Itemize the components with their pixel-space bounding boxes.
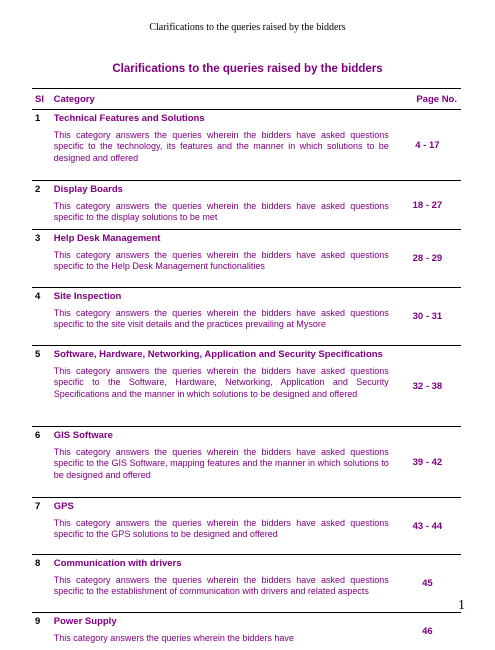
category-name: GIS Software [54,427,389,442]
page-number: 1 [458,598,465,614]
page-title: Clarifications to the queries raised by the bidders [0,63,495,75]
category-name: Display Boards [54,181,389,196]
category-description: This category answers the queries wherein the bidders have asked questions specific to the Help Desk Management functionalities [54,245,389,279]
row-sl: 3 [32,230,54,287]
row-page-range: 32 - 38 [394,346,461,426]
category-name: Site Inspection [54,288,389,303]
table-row [32,498,461,555]
row-sl: 2 [32,181,54,229]
category-description: This category answers the queries wherein the bidders have asked questions specific to the GPS solutions to be designed and offered [54,513,389,547]
row-category [54,230,394,287]
row-page-range: 39 - 42 [394,427,461,497]
row-page-range: 46 [394,613,461,649]
row-category [54,288,394,345]
table-row [32,346,461,427]
table-row [32,555,461,613]
category-description: This category answers the queries wherein the bidders have [54,628,389,650]
category-description: This category answers the queries wherein the bidders have asked questions specific to the GIS Software, mapping features and the manner in which solutions to be designed and offered [54,442,389,488]
table-row [32,110,461,181]
row-sl: 7 [32,498,54,554]
category-name: Technical Features and Solutions [54,110,389,125]
header-sl: Sl [32,94,54,105]
row-sl: 8 [32,555,54,612]
row-page-range: 30 - 31 [394,288,461,345]
category-name: Help Desk Management [54,230,389,245]
table-row [32,613,461,649]
row-category [54,427,394,497]
category-name: Power Supply [54,613,389,628]
table-header-row [32,88,461,110]
row-sl: 4 [32,288,54,345]
running-header: Clarifications to the queries raised by the bidders [0,22,495,33]
category-description: This category answers the queries wherein the bidders have asked questions specific to the site visit details and the practices prevailing at Mysore [54,303,389,337]
category-table [32,88,461,649]
category-name: Communication with drivers [54,555,389,570]
row-category [54,613,394,649]
header-page-no: Page No. [390,94,461,105]
table-row [32,288,461,346]
row-page-range: 43 - 44 [394,498,461,554]
row-category [54,555,394,612]
row-sl: 6 [32,427,54,497]
row-sl: 1 [32,110,54,180]
row-category [54,346,394,426]
row-sl: 5 [32,346,54,426]
row-page-range: 4 - 17 [394,110,461,180]
row-page-range: 28 - 29 [394,230,461,287]
category-description: This category answers the queries wherein the bidders have asked questions specific to the establishment of communication with drivers and related aspects [54,570,389,604]
category-description: This category answers the queries wherein the bidders have asked questions specific to the technology, its features and the manner in which solutions to be designed and offered [54,125,389,171]
header-category: Category [54,94,391,105]
category-description: This category answers the queries wherein the bidders have asked questions specific to the Software, Hardware, Networking, Application and Security Specifications and the manner in which solutions to be designed and offered [54,361,389,407]
row-page-range: 18 - 27 [394,181,461,229]
table-row [32,181,461,230]
row-category [54,181,394,229]
row-category [54,498,394,554]
category-name: GPS [54,498,389,513]
table-row [32,427,461,498]
category-description: This category answers the queries wherein the bidders have asked questions specific to the display solutions to be met [54,196,389,230]
table-row [32,230,461,288]
row-category [54,110,394,180]
category-name: Software, Hardware, Networking, Application and Security Specifications [54,346,389,361]
row-sl: 9 [32,613,54,649]
row-page-range: 45 [394,555,461,612]
